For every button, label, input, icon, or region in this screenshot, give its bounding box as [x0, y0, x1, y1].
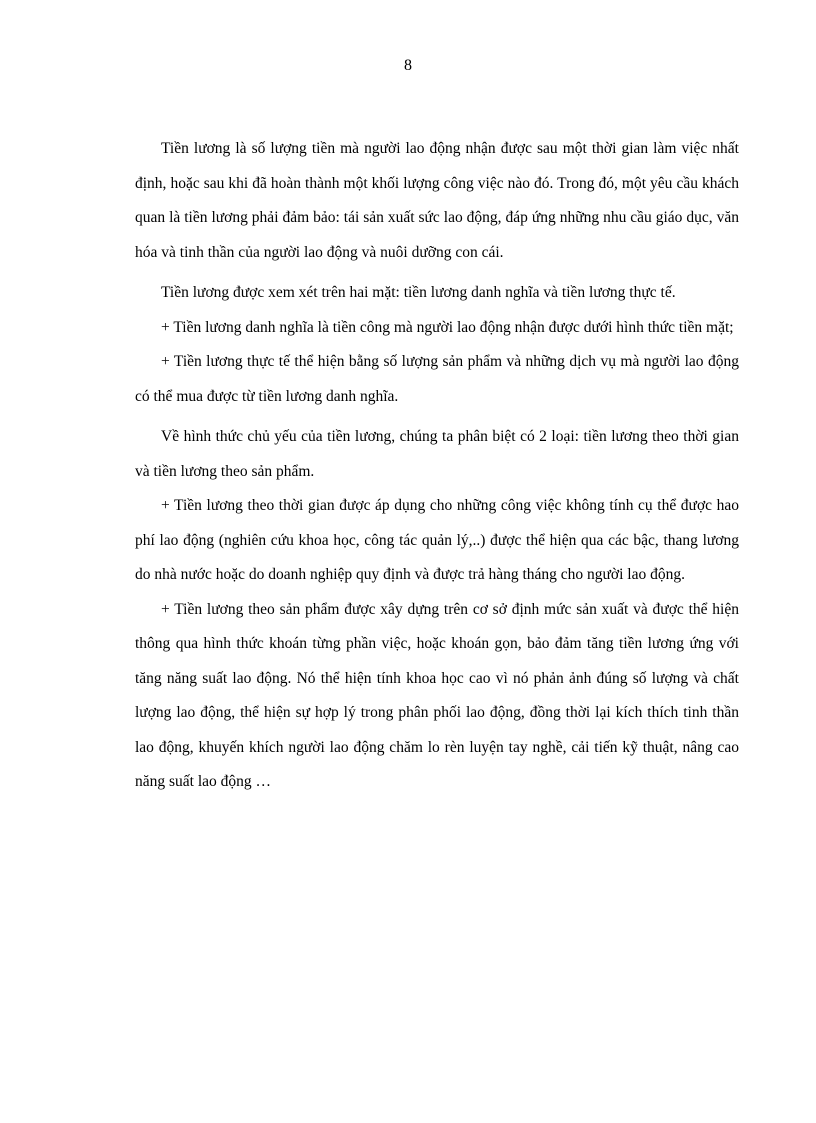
- paragraph-wage-aspects: Tiền lương được xem xét trên hai mặt: tiền lương danh nghĩa và tiền lương thực tế.: [161, 284, 676, 301]
- page-number: 8: [404, 57, 412, 74]
- paragraph-time-wage: + Tiền lương theo thời gian được áp dụng cho những công việc không tính cụ thể được hao phí lao động (nghiên cứu khoa học, công tác quản lý,..) được thể hiện qua các bậc, thang lương do nhà nước hoặc do doanh nghiệp quy định và được trả hàng tháng cho người lao động.: [135, 497, 739, 583]
- paragraph-nominal-wage: + Tiền lương danh nghĩa là tiền công mà người lao động nhận được dưới hình thức tiền mặt;: [161, 318, 734, 336]
- paragraph-real-wage: + Tiền lương thực tế thể hiện bằng số lượng sản phẩm và những dịch vụ mà người lao động có thể mua được từ tiền lương danh nghĩa.: [135, 353, 739, 405]
- paragraph-product-wage: + Tiền lương theo sản phẩm được xây dựng trên cơ sở định mức sản xuất và được thể hiện thông qua hình thức khoán từng phần việc, hoặc khoán gọn, bảo đảm tăng tiền lương ứng với tăng năng suất lao động. Nó thể hiện tính khoa học cao vì nó phản ảnh đúng số lượng và chất lượng lao động, thể hiện sự hợp lý trong phân phối lao động, đồng thời lại kích thích tinh thần lao động, khuyến khích người lao động chăm lo rèn luyện tay nghề, cải tiến kỹ thuật, nâng cao năng suất lao động …: [135, 600, 739, 790]
- body-text: [135, 132, 739, 800]
- paragraph-wage-definition: Tiền lương là số lượng tiền mà người lao động nhận được sau một thời gian làm việc nhất định, hoặc sau khi đã hoàn thành một khối lượng công việc nào đó. Trong đó, một yêu cầu khách quan là tiền lương phải đảm bảo: tái sản xuất sức lao động, đáp ứng những nhu cầu giáo dục, văn hóa và tinh thần của người lao động và nuôi dưỡng con cái.: [135, 140, 739, 261]
- paragraph-wage-forms: Về hình thức chủ yếu của tiền lương, chúng ta phân biệt có 2 loại: tiền lương theo thời gian và tiền lương theo sản phẩm.: [135, 428, 739, 480]
